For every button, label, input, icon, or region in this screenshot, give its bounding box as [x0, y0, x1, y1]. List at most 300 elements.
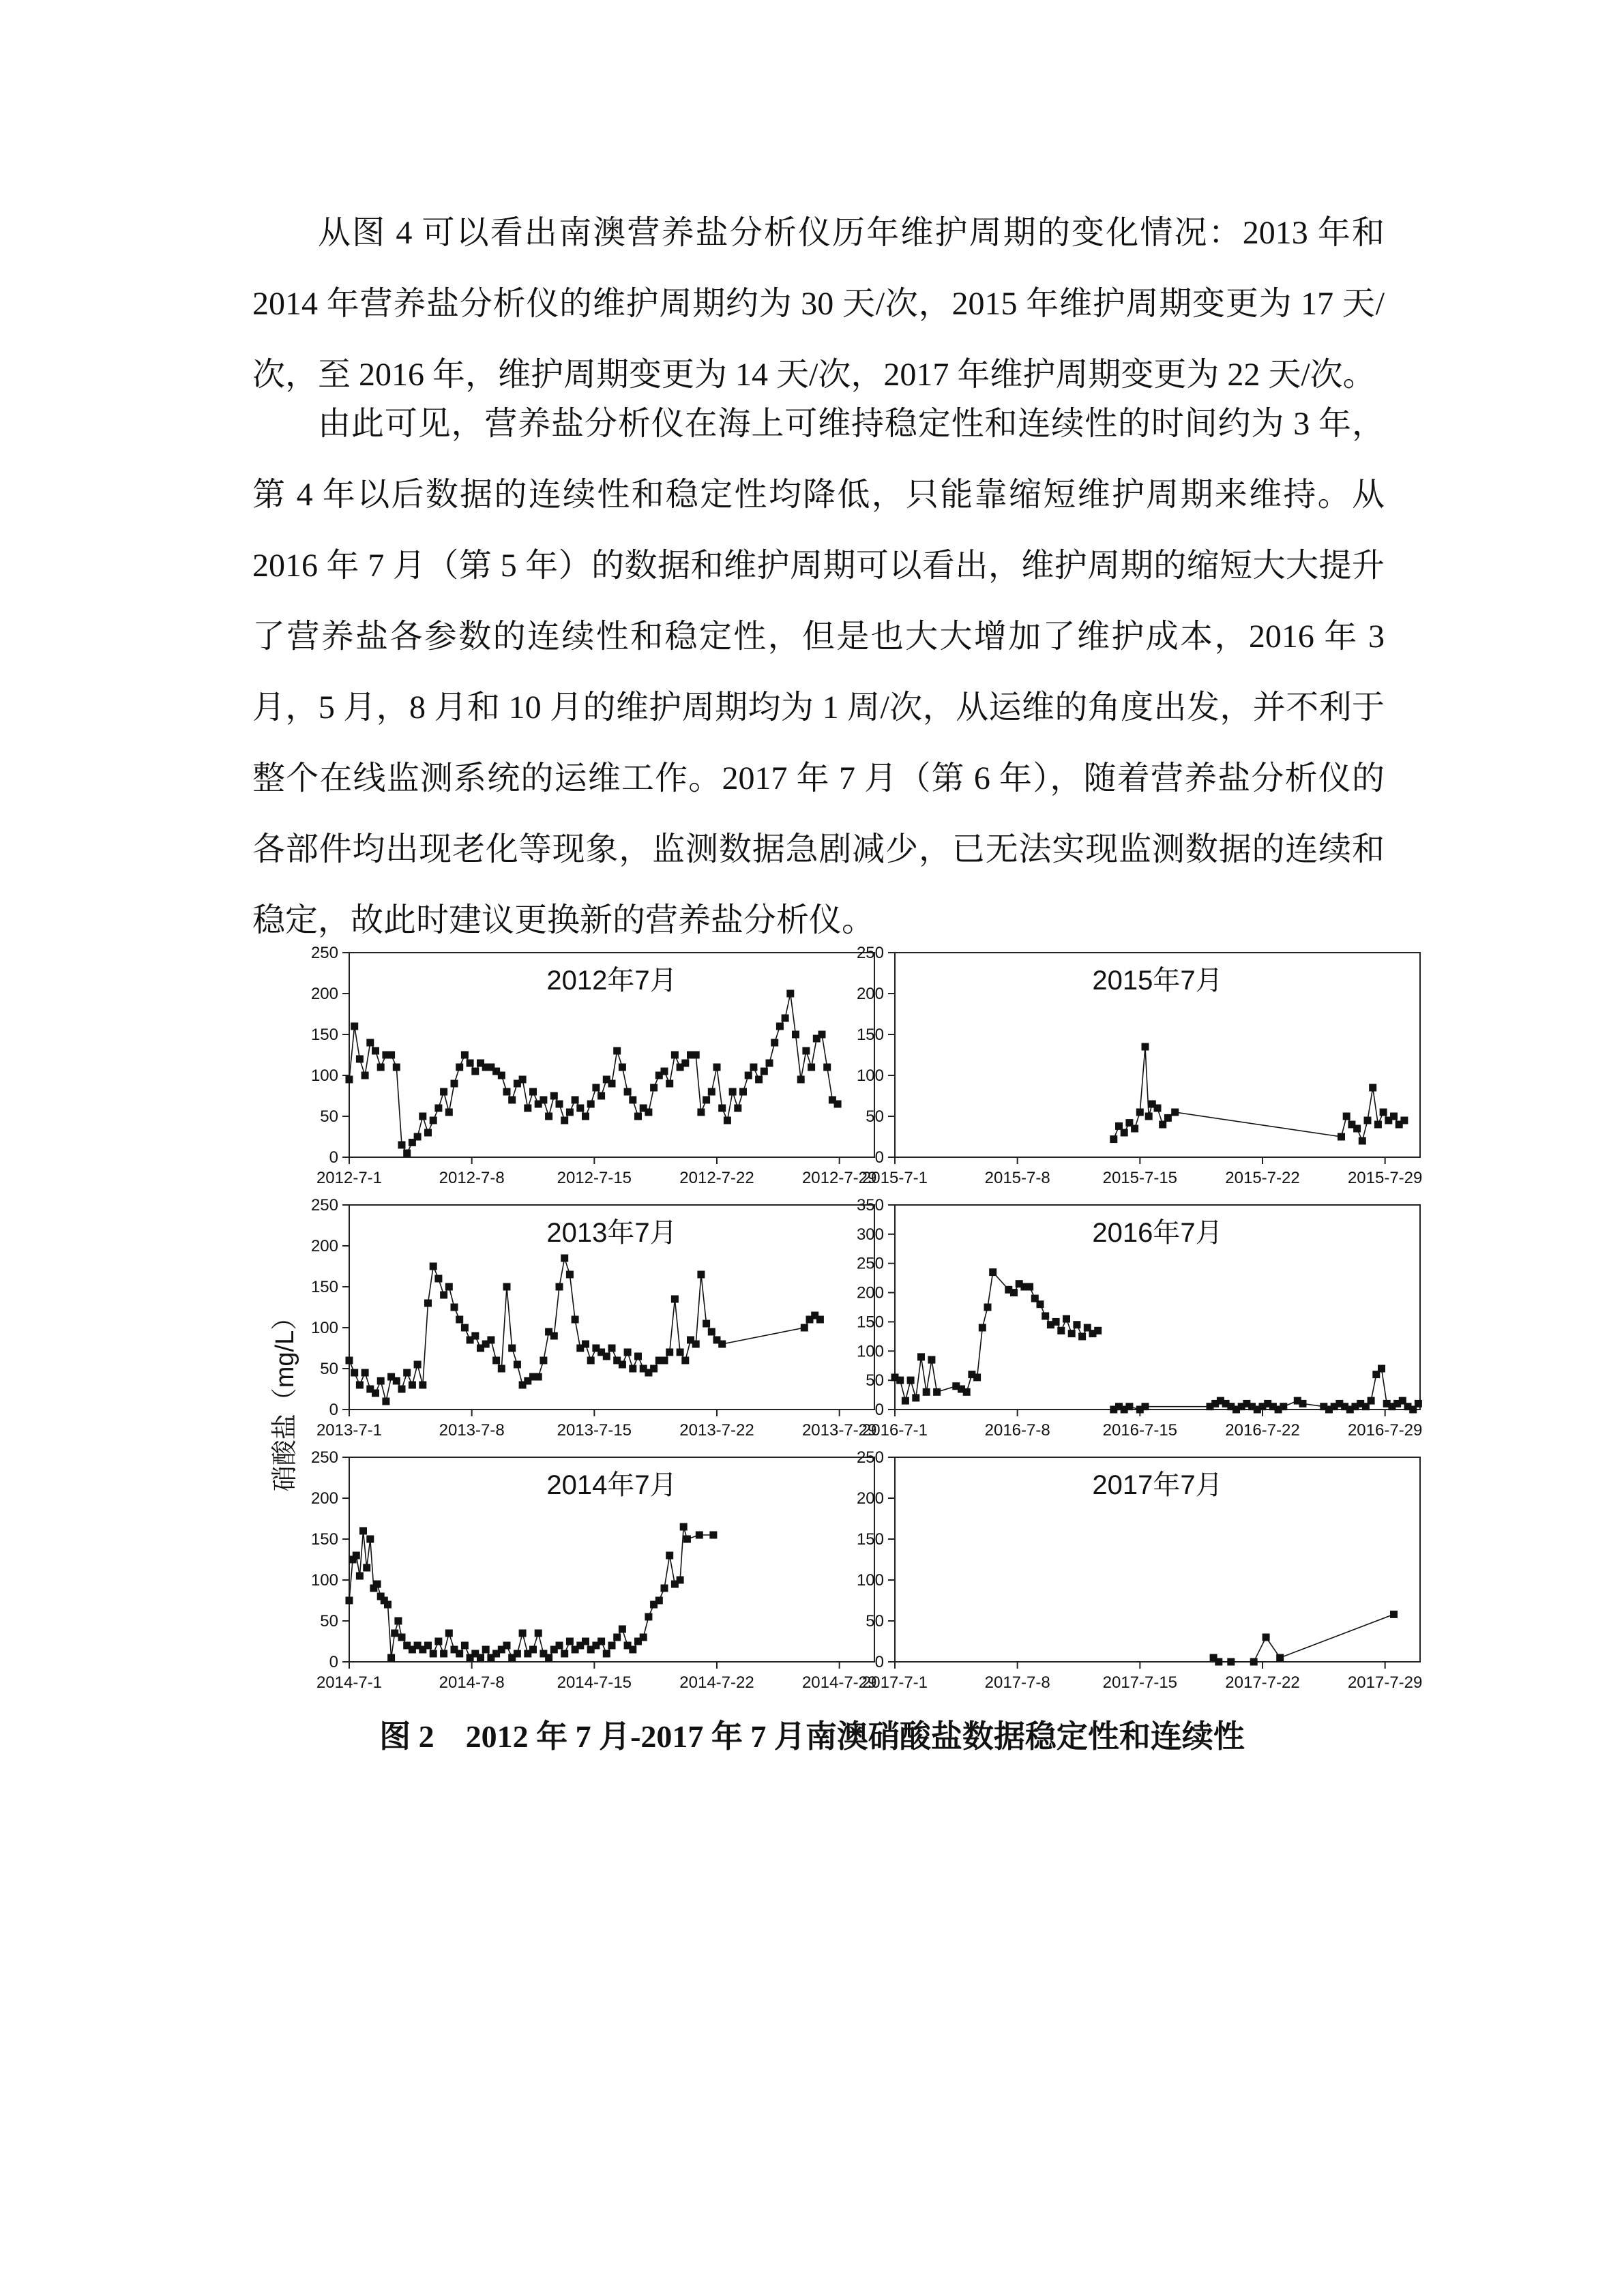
- x-tick-label: 2012-7-15: [557, 1169, 632, 1187]
- data-point: [461, 1324, 469, 1332]
- y-tick-label: 0: [874, 1653, 884, 1671]
- data-point: [1159, 1121, 1166, 1129]
- data-point: [456, 1650, 463, 1658]
- data-point: [1073, 1321, 1080, 1328]
- data-point: [792, 1031, 799, 1039]
- series-line: [349, 1258, 820, 1401]
- y-tick-label: 200: [856, 1283, 884, 1302]
- data-point: [624, 1088, 632, 1096]
- data-point: [973, 1373, 981, 1381]
- data-point: [818, 1031, 826, 1039]
- data-point: [724, 1117, 731, 1124]
- x-tick-label: 2012-7-22: [679, 1169, 754, 1187]
- data-point: [403, 1150, 411, 1157]
- chart-svg-2012-07: [300, 944, 887, 1204]
- data-point: [398, 1634, 406, 1641]
- data-point: [351, 1369, 358, 1377]
- data-point: [902, 1397, 909, 1405]
- data-point: [1227, 1658, 1235, 1666]
- x-tick-label: 2014-7-8: [439, 1673, 505, 1692]
- data-point: [1299, 1400, 1307, 1407]
- data-point: [1400, 1117, 1408, 1124]
- data-point: [487, 1337, 494, 1344]
- data-point: [372, 1047, 379, 1055]
- y-tick-label: 50: [866, 1107, 884, 1126]
- body-paragraph-2: 由此可见，营养盐分析仪在海上可维持稳定性和连续性的时间约为 3 年，第 4 年以后数据的连续性和稳定性均降低，只能靠缩短维护周期来维持。从 2016 年 7 月（第 5 年）的数据和维护周期可以看出，维护周期的缩短大大提升了营养盐各参数的连续性和稳定性，但是也大大增加了维护成本，2016 年 3 月，5 月，8 月和 10 月的维护周期均为 1 周/次，从运维的角度出发，并不利于整个在线监测系统的运维工作。2017 年 7 月（第 6 年），随着营养盐分析仪的各部件均出现老化等现象，监测数据急剧减少，已无法实现监测数据的连续和稳定，故此时建议更换新的营养盐分析仪。: [252, 406, 1385, 938]
- data-point: [434, 1638, 442, 1645]
- chart-title: 2014年7月: [546, 1470, 677, 1500]
- data-point: [1378, 1365, 1385, 1373]
- data-point: [572, 1316, 579, 1324]
- x-tick-label: 2012-7-29: [801, 1169, 877, 1187]
- data-point: [1131, 1125, 1138, 1133]
- data-point: [394, 1617, 402, 1625]
- data-point: [666, 1080, 673, 1088]
- x-tick-label: 2016-7-29: [1347, 1421, 1423, 1440]
- data-point: [414, 1133, 422, 1141]
- data-point: [540, 1097, 547, 1104]
- data-point: [1121, 1129, 1128, 1137]
- data-point: [451, 1080, 458, 1088]
- data-point: [771, 1039, 778, 1047]
- data-point: [713, 1064, 721, 1071]
- data-point: [440, 1650, 447, 1658]
- data-point: [619, 1361, 626, 1369]
- y-tick-label: 50: [320, 1360, 338, 1378]
- x-tick-label: 2017-7-29: [1347, 1673, 1423, 1692]
- data-point: [1026, 1283, 1033, 1291]
- data-point: [745, 1072, 752, 1079]
- data-point: [697, 1109, 705, 1116]
- x-tick-label: 2015-7-1: [861, 1169, 928, 1187]
- data-point: [1142, 1403, 1149, 1410]
- data-point: [671, 1052, 679, 1059]
- x-tick-label: 2016-7-15: [1102, 1421, 1178, 1440]
- data-point: [597, 1638, 605, 1645]
- data-point: [377, 1064, 385, 1071]
- data-point: [603, 1353, 610, 1360]
- data-point: [786, 990, 794, 998]
- data-point: [556, 1642, 563, 1650]
- data-point: [1369, 1084, 1376, 1092]
- data-point: [461, 1052, 469, 1059]
- data-point: [545, 1654, 552, 1662]
- data-point: [1353, 1125, 1361, 1133]
- data-point: [933, 1388, 941, 1396]
- data-point: [608, 1345, 616, 1352]
- data-point: [1374, 1121, 1382, 1129]
- data-point: [619, 1064, 626, 1071]
- data-point: [387, 1052, 395, 1059]
- data-point: [708, 1328, 715, 1336]
- data-point: [566, 1638, 574, 1645]
- data-point: [482, 1646, 490, 1654]
- chart-svg-2016-07: [846, 1197, 1432, 1456]
- y-tick-label: 50: [320, 1107, 338, 1126]
- data-point: [1068, 1330, 1076, 1337]
- data-point: [519, 1076, 527, 1084]
- data-point: [681, 1357, 689, 1365]
- data-point: [508, 1097, 516, 1104]
- data-point: [576, 1105, 584, 1112]
- chart-panel-2012-07: [300, 944, 887, 1204]
- data-point: [356, 1382, 364, 1389]
- data-point: [1250, 1658, 1258, 1666]
- data-point: [424, 1300, 432, 1307]
- data-point: [1390, 1611, 1398, 1618]
- data-point: [403, 1369, 411, 1377]
- data-point: [963, 1388, 971, 1396]
- data-point: [696, 1532, 703, 1539]
- data-point: [917, 1353, 925, 1360]
- data-point: [928, 1356, 935, 1364]
- y-tick-label: 50: [866, 1612, 884, 1630]
- y-tick-label: 50: [866, 1371, 884, 1390]
- data-point: [718, 1341, 726, 1348]
- x-tick-label: 2013-7-15: [557, 1421, 632, 1440]
- data-point: [1215, 1658, 1222, 1666]
- chart-title: 2013年7月: [546, 1218, 677, 1248]
- data-point: [434, 1105, 442, 1112]
- y-tick-label: 150: [856, 1313, 884, 1332]
- data-point: [683, 1536, 691, 1543]
- data-point: [703, 1320, 710, 1328]
- y-tick-label: 0: [329, 1148, 338, 1167]
- chart-panel-2014-07: [300, 1449, 887, 1708]
- data-point: [361, 1369, 369, 1377]
- data-point: [582, 1113, 589, 1120]
- data-point: [351, 1023, 358, 1030]
- data-point: [535, 1373, 542, 1381]
- x-tick-label: 2013-7-22: [679, 1421, 754, 1440]
- y-tick-label: 0: [874, 1401, 884, 1419]
- data-point: [703, 1097, 710, 1104]
- data-point: [1110, 1135, 1117, 1143]
- data-point: [1078, 1332, 1086, 1340]
- chart-svg-2013-07: [300, 1197, 887, 1456]
- x-tick-label: 2012-7-8: [439, 1169, 505, 1187]
- data-point: [1063, 1315, 1070, 1323]
- data-point: [692, 1341, 700, 1348]
- data-point: [912, 1394, 919, 1401]
- y-tick-label: 150: [856, 1530, 884, 1549]
- data-point: [514, 1650, 521, 1658]
- data-point: [619, 1626, 626, 1633]
- data-point: [816, 1316, 824, 1324]
- data-point: [629, 1646, 636, 1654]
- data-point: [359, 1527, 367, 1535]
- y-tick-label: 100: [856, 1342, 884, 1361]
- data-point: [923, 1388, 930, 1396]
- data-point: [503, 1642, 511, 1650]
- data-point: [451, 1304, 458, 1311]
- data-point: [424, 1642, 432, 1650]
- x-tick-label: 2013-7-8: [439, 1421, 505, 1440]
- data-point: [582, 1341, 589, 1348]
- y-tick-label: 200: [310, 1237, 338, 1255]
- y-tick-label: 200: [856, 985, 884, 1003]
- y-tick-label: 350: [856, 1196, 884, 1214]
- x-tick-label: 2014-7-29: [801, 1673, 877, 1692]
- x-tick-label: 2014-7-1: [316, 1673, 383, 1692]
- data-point: [561, 1650, 568, 1658]
- data-point: [477, 1654, 484, 1662]
- data-point: [1145, 1113, 1153, 1120]
- data-point: [556, 1101, 563, 1108]
- x-tick-label: 2014-7-15: [557, 1673, 632, 1692]
- data-point: [503, 1283, 511, 1291]
- data-point: [640, 1634, 647, 1641]
- y-tick-label: 250: [856, 1254, 884, 1273]
- x-tick-label: 2017-7-15: [1102, 1673, 1178, 1692]
- data-point: [1094, 1327, 1102, 1335]
- data-point: [445, 1109, 453, 1116]
- data-point: [708, 1088, 715, 1096]
- data-point: [823, 1064, 831, 1071]
- y-tick-label: 200: [310, 1489, 338, 1508]
- y-tick-label: 100: [310, 1319, 338, 1337]
- data-point: [645, 1613, 652, 1621]
- data-point: [377, 1377, 385, 1385]
- data-point: [540, 1357, 547, 1365]
- data-point: [366, 1039, 374, 1047]
- y-tick-label: 250: [310, 1196, 338, 1214]
- data-point: [498, 1365, 505, 1373]
- data-point: [556, 1283, 563, 1291]
- x-tick-label: 2017-7-8: [984, 1673, 1050, 1692]
- data-point: [989, 1268, 996, 1276]
- data-point: [750, 1064, 757, 1071]
- data-point: [582, 1638, 589, 1645]
- y-tick-label: 200: [856, 1489, 884, 1508]
- data-point: [671, 1296, 679, 1303]
- data-point: [1368, 1397, 1375, 1405]
- data-point: [1052, 1318, 1060, 1326]
- data-point: [634, 1353, 642, 1360]
- data-point: [801, 1324, 808, 1332]
- data-point: [761, 1068, 768, 1075]
- body-paragraph-1: 从图 4 可以看出南澳营养盐分析仪历年维护周期的变化情况：2013 年和 2014 年营养盐分析仪的维护周期约为 30 天/次，2015 年维护周期变更为 17 天/次，至 2016 年，维护周期变更为 14 天/次，2017 年维护周期变更为 22 天/次。: [252, 215, 1385, 393]
- data-point: [634, 1113, 642, 1120]
- data-point: [419, 1382, 426, 1389]
- chart-title: 2015年7月: [1092, 966, 1223, 996]
- data-point: [1142, 1043, 1149, 1051]
- data-point: [1125, 1403, 1133, 1410]
- data-point: [907, 1377, 915, 1384]
- data-point: [661, 1357, 668, 1365]
- data-point: [666, 1552, 673, 1560]
- data-point: [1380, 1109, 1387, 1116]
- data-point: [471, 1332, 479, 1340]
- data-point: [587, 1101, 595, 1108]
- x-tick-label: 2017-7-1: [861, 1673, 928, 1692]
- data-point: [1390, 1113, 1398, 1120]
- y-tick-label: 150: [310, 1026, 338, 1044]
- data-point: [353, 1552, 360, 1560]
- x-tick-label: 2015-7-15: [1102, 1169, 1178, 1187]
- data-point: [440, 1292, 447, 1299]
- y-tick-label: 150: [856, 1026, 884, 1044]
- data-point: [561, 1255, 568, 1262]
- data-point: [1276, 1654, 1284, 1662]
- data-point: [1164, 1114, 1172, 1122]
- y-tick-label: 150: [310, 1530, 338, 1549]
- y-tick-label: 300: [856, 1225, 884, 1244]
- data-point: [424, 1129, 432, 1137]
- data-point: [984, 1304, 992, 1311]
- data-point: [979, 1324, 986, 1332]
- data-point: [802, 1047, 810, 1055]
- y-axis-label: 硝酸盐（mg/L）: [271, 1304, 299, 1492]
- data-point: [608, 1080, 616, 1088]
- data-point: [1359, 1137, 1366, 1145]
- data-point: [808, 1064, 815, 1071]
- y-tick-label: 200: [310, 985, 338, 1003]
- chart-svg-2014-07: [300, 1449, 887, 1708]
- data-point: [729, 1088, 737, 1096]
- chart-svg-2017-07: [846, 1449, 1432, 1708]
- data-point: [471, 1068, 479, 1075]
- data-point: [1280, 1403, 1287, 1410]
- data-point: [387, 1654, 395, 1662]
- data-point: [440, 1088, 447, 1096]
- data-point: [1171, 1109, 1179, 1116]
- y-tick-label: 0: [329, 1653, 338, 1671]
- data-point: [1136, 1109, 1144, 1116]
- data-point: [592, 1084, 600, 1092]
- data-point: [677, 1577, 684, 1584]
- data-point: [346, 1597, 353, 1605]
- chart-panel-2016-07: [846, 1197, 1432, 1456]
- data-point: [1010, 1289, 1018, 1296]
- data-point: [366, 1536, 374, 1543]
- chart-panel-2015-07: [846, 944, 1432, 1204]
- data-point: [629, 1097, 636, 1104]
- x-tick-label: 2013-7-1: [316, 1421, 383, 1440]
- data-point: [613, 1634, 621, 1641]
- data-point: [414, 1361, 422, 1369]
- data-point: [391, 1630, 398, 1637]
- data-point: [608, 1642, 616, 1650]
- x-tick-label: 2015-7-22: [1225, 1169, 1300, 1187]
- data-point: [393, 1377, 400, 1385]
- data-point: [1263, 1634, 1270, 1641]
- data-point: [587, 1357, 595, 1365]
- data-point: [409, 1382, 416, 1389]
- data-point: [524, 1105, 531, 1112]
- y-tick-label: 150: [310, 1278, 338, 1296]
- data-point: [550, 1092, 558, 1100]
- data-point: [782, 1015, 789, 1022]
- data-point: [650, 1084, 658, 1092]
- data-point: [346, 1357, 353, 1365]
- data-point: [692, 1052, 700, 1059]
- x-tick-label: 2013-7-29: [801, 1421, 877, 1440]
- data-point: [677, 1349, 684, 1356]
- data-point: [697, 1271, 705, 1279]
- data-point: [419, 1113, 426, 1120]
- x-tick-label: 2016-7-1: [861, 1421, 928, 1440]
- data-point: [1037, 1300, 1044, 1308]
- data-point: [535, 1630, 542, 1637]
- x-tick-label: 2015-7-29: [1347, 1169, 1423, 1187]
- data-point: [1154, 1105, 1162, 1112]
- data-point: [456, 1064, 463, 1071]
- data-point: [356, 1572, 364, 1580]
- chart-svg-2015-07: [846, 944, 1432, 1204]
- data-point: [434, 1275, 442, 1283]
- data-point: [545, 1113, 552, 1120]
- data-point: [346, 1076, 353, 1084]
- data-point: [430, 1117, 437, 1124]
- data-point: [398, 1386, 406, 1393]
- data-point: [561, 1117, 568, 1124]
- y-tick-label: 0: [874, 1148, 884, 1167]
- data-point: [661, 1585, 668, 1592]
- data-point: [1042, 1312, 1049, 1320]
- data-point: [529, 1088, 537, 1096]
- data-point: [467, 1060, 474, 1067]
- data-point: [1364, 1117, 1372, 1124]
- y-tick-label: 250: [856, 1448, 884, 1467]
- data-point: [398, 1142, 406, 1149]
- chart-title: 2016年7月: [1092, 1218, 1223, 1248]
- series-line: [895, 1272, 1098, 1401]
- data-point: [650, 1365, 658, 1373]
- data-point: [666, 1349, 673, 1356]
- y-tick-label: 50: [320, 1612, 338, 1630]
- data-point: [766, 1060, 773, 1067]
- x-tick-label: 2014-7-22: [679, 1673, 754, 1692]
- data-point: [384, 1601, 392, 1609]
- data-point: [519, 1630, 527, 1637]
- y-tick-label: 100: [310, 1067, 338, 1085]
- data-point: [514, 1361, 521, 1369]
- data-point: [363, 1564, 370, 1572]
- figure-caption: 图 2 2012 年 7 月-2017 年 7 月南澳硝酸盐数据稳定性和连续性: [379, 1719, 1245, 1754]
- data-point: [503, 1088, 511, 1096]
- data-point: [430, 1263, 437, 1270]
- data-point: [566, 1109, 574, 1116]
- chart-panel-2013-07: [300, 1197, 887, 1456]
- data-point: [1338, 1133, 1345, 1141]
- data-point: [1057, 1327, 1065, 1335]
- data-point: [374, 1581, 381, 1588]
- data-point: [529, 1646, 537, 1654]
- y-tick-label: 100: [856, 1571, 884, 1590]
- data-point: [356, 1056, 364, 1063]
- data-point: [896, 1377, 904, 1384]
- x-tick-label: 2016-7-22: [1225, 1421, 1300, 1440]
- data-point: [566, 1271, 574, 1279]
- x-tick-label: 2016-7-8: [984, 1421, 1050, 1440]
- y-tick-label: 100: [856, 1067, 884, 1085]
- y-tick-label: 250: [310, 944, 338, 962]
- data-point: [776, 1023, 784, 1030]
- data-point: [498, 1072, 505, 1079]
- data-point: [456, 1316, 463, 1324]
- data-point: [734, 1105, 741, 1112]
- data-point: [492, 1357, 500, 1365]
- chart-panel-2017-07: [846, 1449, 1432, 1708]
- data-point: [382, 1398, 389, 1405]
- data-point: [550, 1332, 558, 1340]
- data-point: [1115, 1122, 1123, 1130]
- data-point: [613, 1047, 621, 1055]
- data-point: [461, 1642, 469, 1650]
- chart-title: 2012年7月: [546, 966, 677, 996]
- series-line: [1213, 1614, 1393, 1662]
